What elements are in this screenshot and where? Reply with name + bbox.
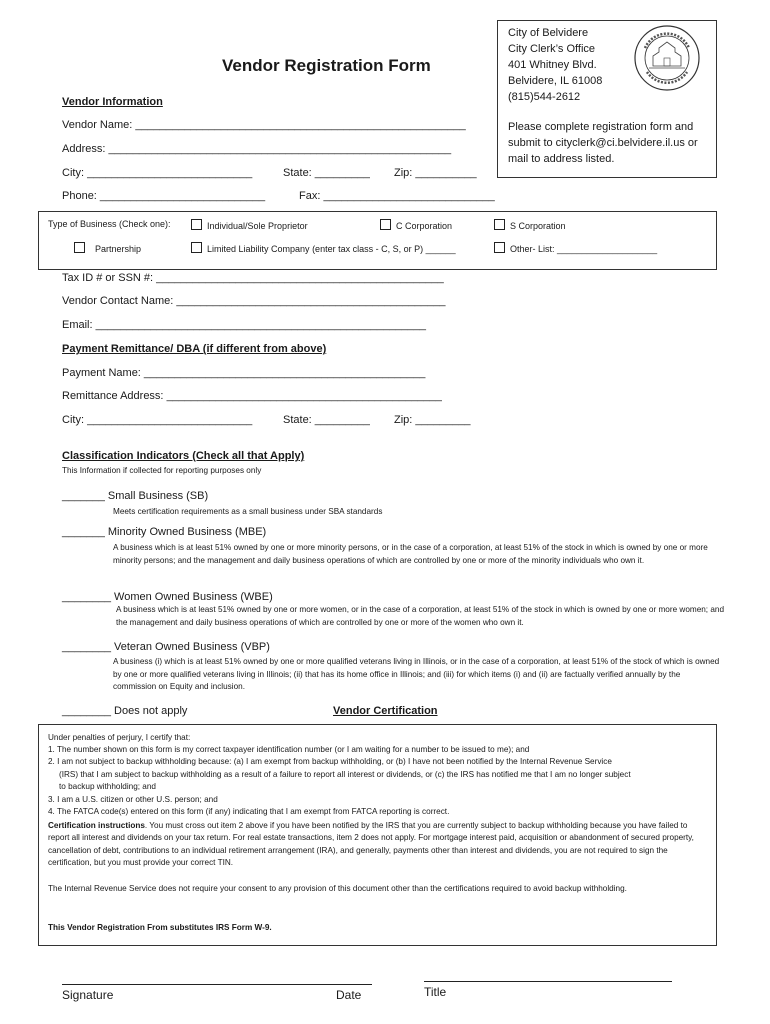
option-partnership[interactable] <box>74 242 141 254</box>
city-row <box>62 167 252 179</box>
remittance-address-row <box>62 390 442 402</box>
remit-city-label: City: <box>62 414 88 426</box>
email-row <box>62 319 426 331</box>
checkbox-icon[interactable] <box>191 242 202 253</box>
remit-zip-label: Zip: <box>394 414 416 426</box>
option-c-corp-label: C Corporation <box>396 221 453 231</box>
mbe-row <box>62 526 266 538</box>
remit-zip-row <box>394 414 470 426</box>
date-label: Date <box>336 988 362 1002</box>
cert-item-4: 4. The FATCA code(s) entered on this form (if any) indicating that I am exempt from FATCA reporting is correct. <box>48 807 450 816</box>
tax-id-field[interactable]: _______________________________________________ <box>156 272 444 284</box>
option-individual-label: Individual/Sole Proprietor <box>207 221 308 231</box>
tax-id-row <box>62 272 444 284</box>
city-seal-icon <box>633 24 701 92</box>
wbe-row <box>62 591 273 603</box>
sb-row <box>62 490 208 502</box>
state-row <box>283 167 370 179</box>
does-not-apply-row <box>62 705 187 717</box>
remit-state-field[interactable]: _________ <box>314 414 370 426</box>
remit-city-field[interactable]: ___________________________ <box>87 414 253 426</box>
payment-name-label: Payment Name: <box>62 367 144 379</box>
business-type-box <box>38 211 717 270</box>
classification-heading: Classification Indicators (Check all that Apply) <box>62 450 305 462</box>
w9-note: This Vendor Registration From substitutes IRS Form W-9. <box>48 923 272 932</box>
address-label: Address: <box>62 143 109 155</box>
zip-field[interactable]: __________ <box>415 167 477 179</box>
city-line-4: Belvidere, IL 61008 <box>508 75 603 87</box>
checkbox-icon[interactable] <box>494 219 505 230</box>
mbe-check-field[interactable]: _______ <box>62 526 105 538</box>
city-line-5: (815)544-2612 <box>508 91 581 103</box>
checkbox-icon[interactable] <box>494 242 505 253</box>
sb-title: Small Business (SB) <box>107 490 209 502</box>
phone-row <box>62 190 265 202</box>
cert-item-2b: (IRS) that I am subject to backup withholding as a result of a failure to report all interest or dividends, or (c) the IRS has notified me that I am no longer subject <box>59 770 631 779</box>
cert-item-3: 3. I am a U.S. citizen or other U.S. person; and <box>48 795 218 804</box>
fax-row <box>299 190 495 202</box>
classification-note: This Information if collected for reporting purposes only <box>62 466 262 475</box>
cert-instructions-label: Certification instructions <box>48 821 145 830</box>
vbp-title: Veteran Owned Business (VBP) <box>114 641 270 653</box>
sb-desc: Meets certification requirements as a small business under SBA standards <box>113 507 383 516</box>
vendor-name-field[interactable]: ______________________________________________________ <box>135 119 466 131</box>
remit-state-label: State: <box>283 414 315 426</box>
option-llc[interactable] <box>191 242 456 254</box>
vendor-info-heading: Vendor Information <box>62 96 163 108</box>
vendor-name-row <box>62 119 466 131</box>
wbe-check-field[interactable]: ________ <box>62 591 111 603</box>
title-label: Title <box>424 985 447 999</box>
cert-item-2a: 2. I am not subject to backup withholding because: (a) I am exempt from backup withholding, or (b) I have not been notified by the Internal Revenue Service <box>48 757 612 766</box>
option-partnership-label: Partnership <box>95 244 142 254</box>
cert-intro: Under penalties of perjury, I certify that: <box>48 733 191 742</box>
cert-instructions-text: . You must cross out item 2 above if you have been notified by the IRS that you are currently subject to backup withholding because you have failed to report all interest and dividends on your tax return. For real estate transactions, item 2 does not apply. For mortgage interest paid, acquisition or abandonment of secured property, cancellation of debt, contributions to an individual retirement arrangement (IRA), and generally, payments other than interest and dividends, you are not required to sign the certification, but you must provide your correct TIN. <box>48 821 694 867</box>
mbe-title: Minority Owned Business (MBE) <box>107 526 267 538</box>
option-other-label: Other- List: ____________________ <box>510 244 658 254</box>
vendor-certification-heading: Vendor Certification <box>333 705 438 717</box>
signature-line[interactable] <box>62 984 372 985</box>
fax-label: Fax: <box>299 190 324 202</box>
cert-item-1: 1. The number shown on this form is my correct taxpayer identification number (or I am waiting for a number to be issued to me); and <box>48 745 530 754</box>
email-field[interactable]: ______________________________________________________ <box>95 319 426 331</box>
vendor-name-label: Vendor Name: <box>62 119 136 131</box>
wbe-desc: A business which is at least 51% owned by one or more women, or in the case of a corporation, at least 51% of the stock in which is owned by one or more women; and the management and daily business operations of which are controlled by one or more of the women who own it. <box>116 605 725 627</box>
tax-id-label: Tax ID # or SSN #: <box>62 272 157 284</box>
vbp-check-field[interactable]: ________ <box>62 641 111 653</box>
address-field[interactable]: ________________________________________________________ <box>108 143 452 155</box>
zip-row <box>394 167 477 179</box>
remittance-address-label: Remittance Address: <box>62 390 167 402</box>
contact-name-field[interactable]: ____________________________________________ <box>176 295 446 307</box>
zip-label: Zip: <box>394 167 416 179</box>
option-llc-label: Limited Liability Company (enter tax class - C, S, or P) ______ <box>207 244 456 254</box>
remit-zip-field[interactable]: _________ <box>415 414 471 426</box>
cert-instructions <box>48 820 710 869</box>
form-title: Vendor Registration Form <box>222 56 431 75</box>
business-type-prompt: Type of Business (Check one): <box>48 219 171 229</box>
mbe-desc: A business which is at least 51% owned by one or more minority persons, or in the case of a corporation, at least 51% of the stock in which is owned by one or more minority persons; and the management and daily business operations of which are controlled by one or more of the minority individuals who own it. <box>113 543 708 565</box>
checkbox-icon[interactable] <box>380 219 391 230</box>
signature-label: Signature <box>62 988 114 1002</box>
title-line[interactable] <box>424 981 672 982</box>
remit-city-row <box>62 414 252 426</box>
phone-field[interactable]: ___________________________ <box>99 190 266 202</box>
remittance-heading: Payment Remittance/ DBA (if different from above) <box>62 343 327 355</box>
option-s-corp-label: S Corporation <box>510 221 566 231</box>
does-not-apply-title: Does not apply <box>114 705 188 717</box>
vbp-row <box>62 641 270 653</box>
option-c-corp[interactable] <box>380 219 452 231</box>
city-line-2: City Clerk’s Office <box>508 43 596 55</box>
cert-item-2c: to backup withholding; and <box>59 782 156 791</box>
option-individual[interactable] <box>191 219 308 231</box>
submit-instructions: Please complete registration form and submit to cityclerk@ci.belvidere.il.us or mail to address listed. <box>508 121 698 165</box>
contact-name-row <box>62 295 446 307</box>
address-row <box>62 143 451 155</box>
state-field[interactable]: _________ <box>314 167 370 179</box>
payment-name-field[interactable]: ______________________________________________ <box>143 367 426 379</box>
contact-name-label: Vendor Contact Name: <box>62 295 177 307</box>
option-s-corp[interactable] <box>494 219 566 231</box>
state-label: State: <box>283 167 315 179</box>
sb-check-field[interactable]: _______ <box>62 490 105 502</box>
city-field[interactable]: ___________________________ <box>87 167 253 179</box>
checkbox-icon[interactable] <box>191 219 202 230</box>
phone-label: Phone: <box>62 190 100 202</box>
payment-name-row <box>62 367 425 379</box>
fax-field[interactable]: ____________________________ <box>323 190 495 202</box>
city-line-1: City of Belvidere <box>508 27 589 39</box>
city-line-3: 401 Whitney Blvd. <box>508 59 597 71</box>
certification-box <box>38 724 717 946</box>
city-label: City: <box>62 167 88 179</box>
does-not-apply-field[interactable]: ________ <box>62 705 111 717</box>
remit-state-row <box>283 414 370 426</box>
remittance-address-field[interactable]: _____________________________________________ <box>166 390 442 402</box>
vbp-desc: A business (i) which is at least 51% owned by one or more qualified veterans living in Illinois, or in the case of a corporation, at least 51% of the stock of which is owned by one or more qualified veterans living in Illinois; (ii) that has its home office in Illinois; and (iii) for which items (i) and (ii) are factually verified annually by the commission on Equity and inclusion. <box>113 657 720 692</box>
email-label: Email: <box>62 319 96 331</box>
checkbox-icon[interactable] <box>74 242 85 253</box>
wbe-title: Women Owned Business (WBE) <box>114 591 273 603</box>
irs-note: The Internal Revenue Service does not require your consent to any provision of this document other than the certifications required to avoid backup withholding. <box>48 884 627 893</box>
option-other[interactable] <box>494 242 657 254</box>
